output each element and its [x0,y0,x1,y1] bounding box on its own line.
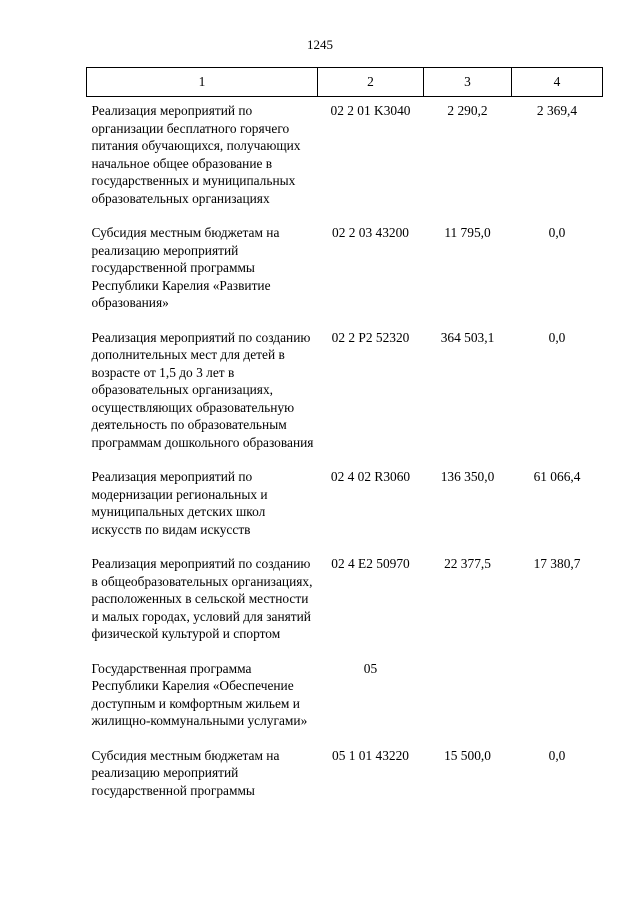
row-value-1 [424,660,512,747]
row-value-1: 11 795,0 [444,225,491,240]
row-value-2: 0,0 [548,225,566,240]
table-row [87,224,603,329]
row-value-2: 2 369,4 [536,103,578,118]
row-name: Субсидия местным бюджетам на реализацию мероприятий государственной программы Республики Карелия «Развитие образования» [91,225,280,310]
row-value-1: 15 500,0 [444,747,491,763]
row-value-1: 364 503,1 [440,329,495,345]
table-row [87,329,603,469]
row-name: Государственная программа Республики Карелия «Обеспечение доступным и комфортным жильем и жилищно-коммунальными услугами» [91,660,308,728]
header-row [87,68,603,97]
table-header [87,68,603,97]
row-value-2: 17 380,7 [533,556,581,571]
row-value-2: 61 066,4 [533,469,581,484]
row-code: 02 4 E2 50970 [331,556,410,571]
row-value-2: 0,0 [548,329,566,345]
row-value-1: 136 350,0 [440,469,495,484]
row-name: Реализация мероприятий по организации бесплатного горячего питания обучающихся, получающих начальное общее образование в государственных и муниципальных образовательных организациях [91,103,301,206]
table-row [87,660,603,747]
row-name: Реализация мероприятий по созданию в общеобразовательных организациях, расположенных в сельской местности и малых городах, условий для занятий физической культурой и спортом [91,556,313,641]
row-value-2 [512,660,603,747]
table-row [87,747,603,800]
row-value-1: 2 290,2 [447,103,488,118]
table-row [87,555,603,660]
row-code: 05 [363,660,378,676]
row-code: 05 1 01 43220 [332,747,409,763]
column-header-1: 1 [87,68,318,97]
page-number: 1245 [307,37,333,52]
row-name: Реализация мероприятий по модернизации региональных и муниципальных детских школ искусств по видам искусств [91,469,268,537]
table-row [87,97,603,225]
table-row [87,468,603,555]
column-header-3: 3 [424,68,512,97]
row-name: Реализация мероприятий по созданию дополнительных мест для детей в возрасте от 1,5 до 3 лет в образовательных организациях, осуществляющих образовательную деятельность по образовательным программам дошкольного образования [91,329,314,450]
column-header-4: 4 [512,68,603,97]
row-code: 02 4 02 R3060 [330,469,411,484]
budget-table [86,67,603,799]
row-code: 02 2 01 K3040 [330,103,411,118]
row-code: 02 2 03 43200 [332,225,409,240]
column-header-2: 2 [318,68,424,97]
row-value-2: 0,0 [548,747,566,763]
row-code: 02 2 P2 52320 [331,329,410,345]
table-body [87,97,603,800]
row-name: Субсидия местным бюджетам на реализацию мероприятий государственной программы [91,747,280,798]
row-value-1: 22 377,5 [444,556,491,571]
